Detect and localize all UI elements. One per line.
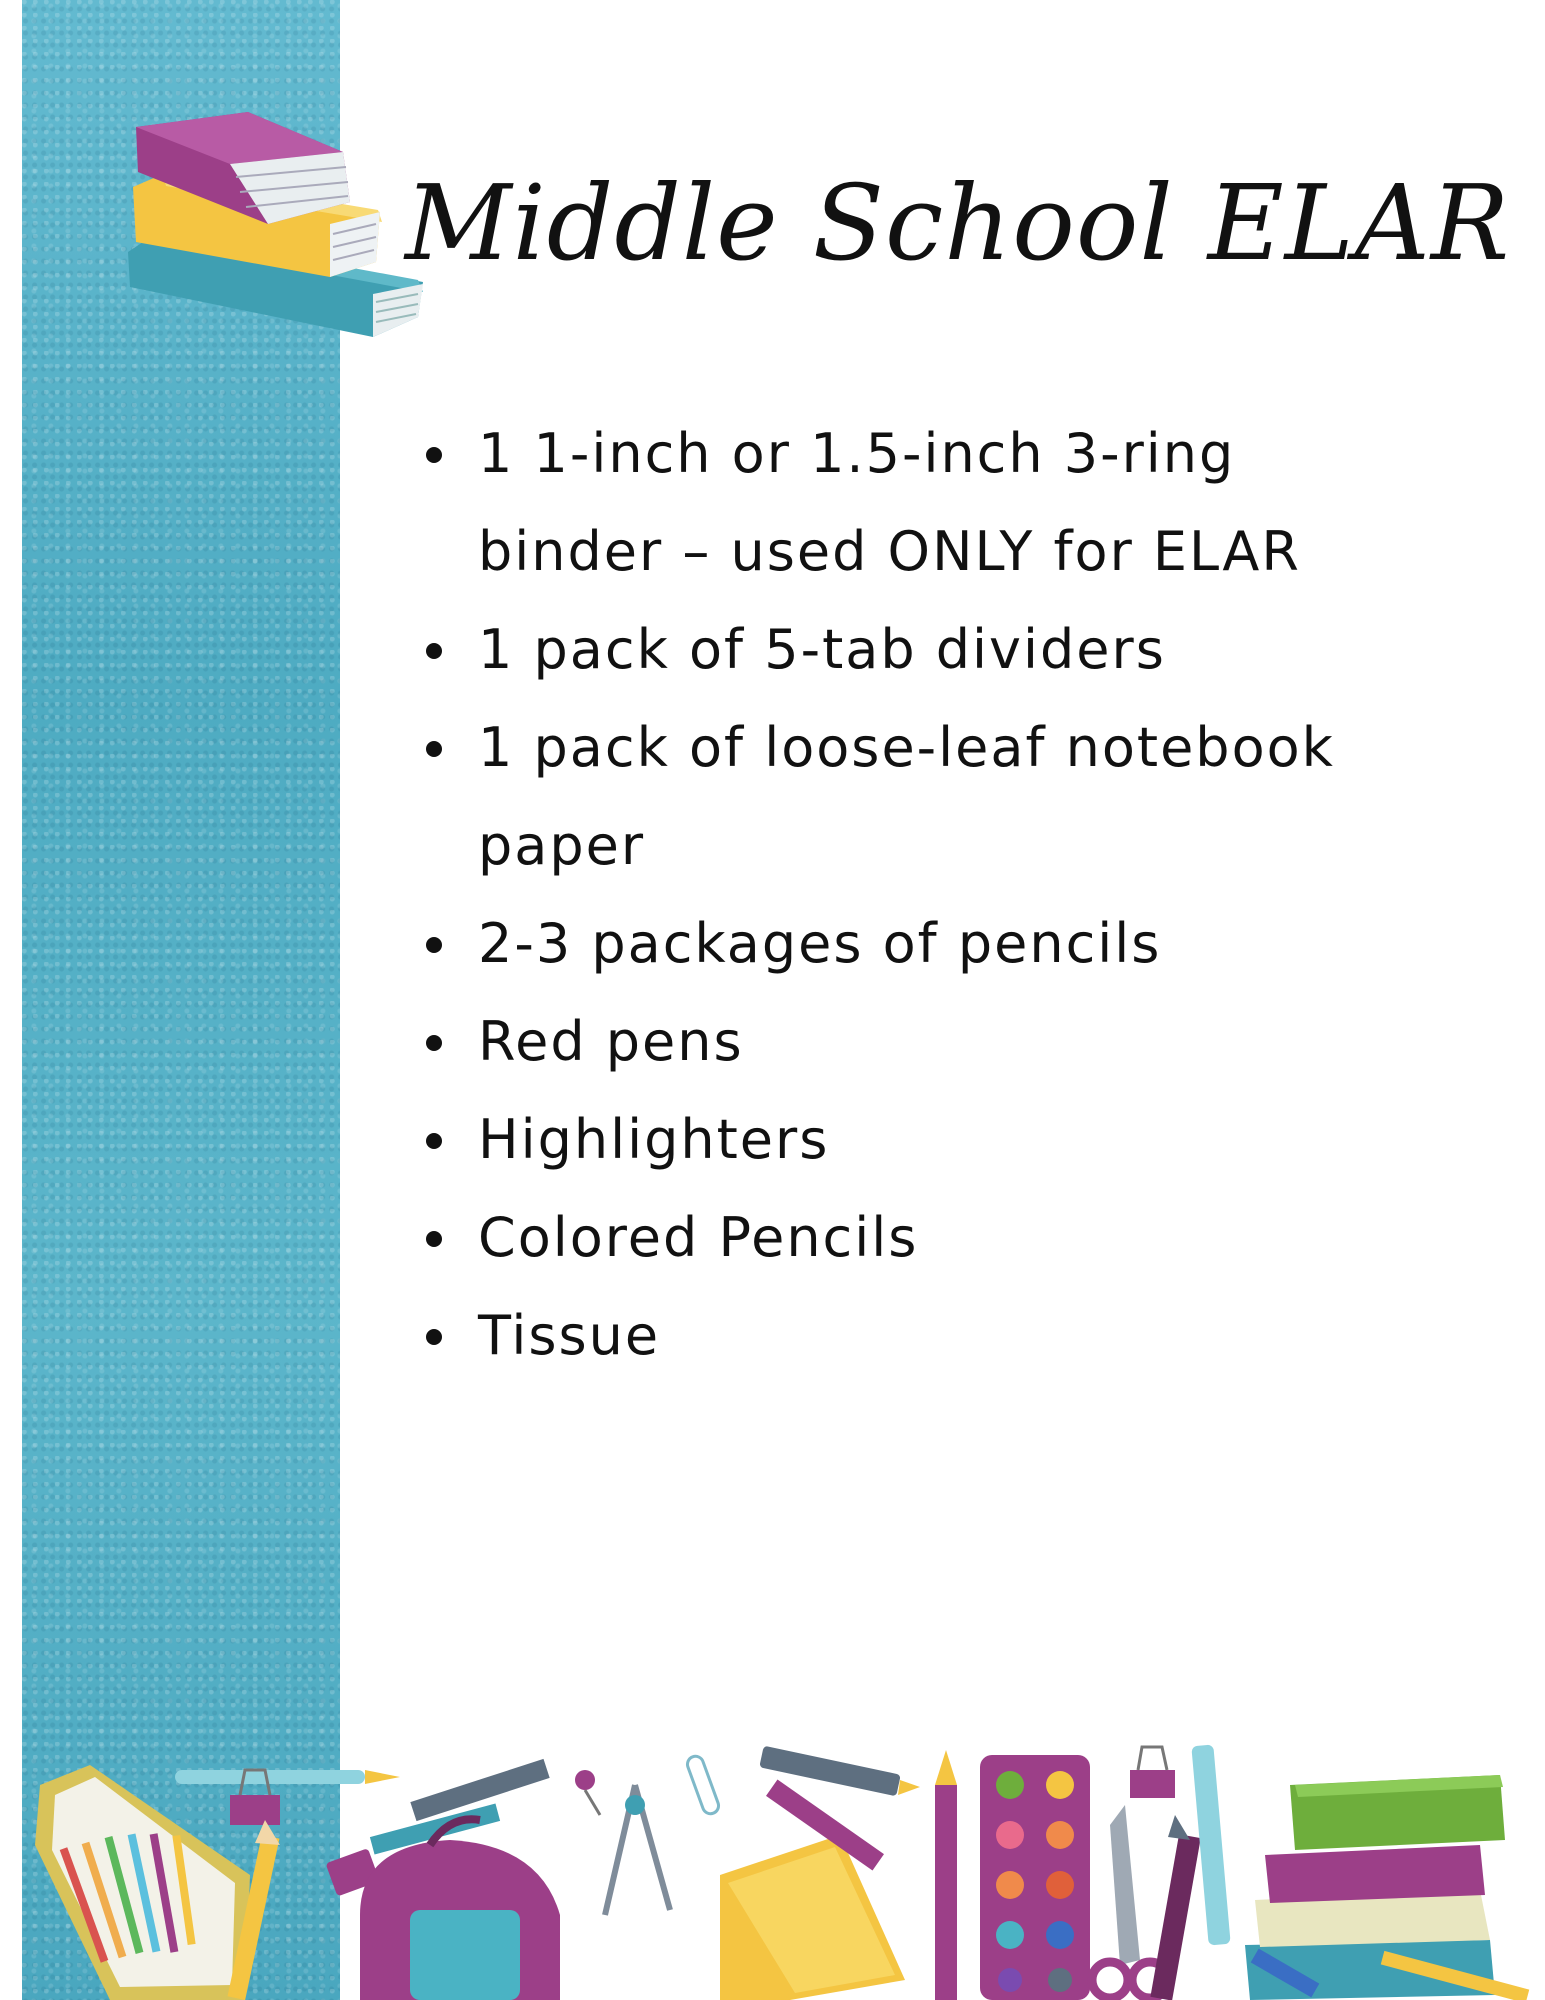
list-item-text: Tissue <box>478 1304 661 1367</box>
compass-icon <box>605 1785 670 1915</box>
list-item <box>420 1091 1420 1189</box>
list-item <box>420 895 1420 993</box>
list-item-text: Highlighters <box>478 1108 830 1171</box>
watercolor-palette-icon <box>980 1755 1090 2000</box>
pencil-case-icon <box>35 1765 250 2000</box>
list-item-text: 2-3 packages of pencils <box>478 912 1162 975</box>
page-title: Middle School ELAR <box>405 162 1511 284</box>
pen-icon <box>175 1770 400 1784</box>
list-item-text: Red pens <box>478 1010 744 1073</box>
list-item <box>420 1287 1420 1385</box>
book-stack-icon <box>118 112 438 340</box>
binder-clip-icon <box>1130 1747 1175 1798</box>
list-item <box>420 405 1420 601</box>
school-supplies-border <box>0 1725 1545 2000</box>
list-item-text: 1 pack of loose-leaf notebook paper <box>478 716 1335 877</box>
list-item-text: Colored Pencils <box>478 1206 919 1269</box>
list-item-text: 1 pack of 5-tab dividers <box>478 618 1166 681</box>
fountain-pen-icon <box>1150 1815 1200 2000</box>
list-item <box>420 993 1420 1091</box>
list-item <box>420 1189 1420 1287</box>
list-item-text: 1 1-inch or 1.5-inch 3-ring binder – used ONLY for ELAR <box>478 422 1301 583</box>
supply-list <box>420 405 1420 1385</box>
list-item <box>420 699 1420 895</box>
paper-clip-icon <box>685 1754 721 1816</box>
list-item <box>420 601 1420 699</box>
pen-icon <box>935 1750 957 2000</box>
push-pin-icon <box>575 1770 600 1815</box>
